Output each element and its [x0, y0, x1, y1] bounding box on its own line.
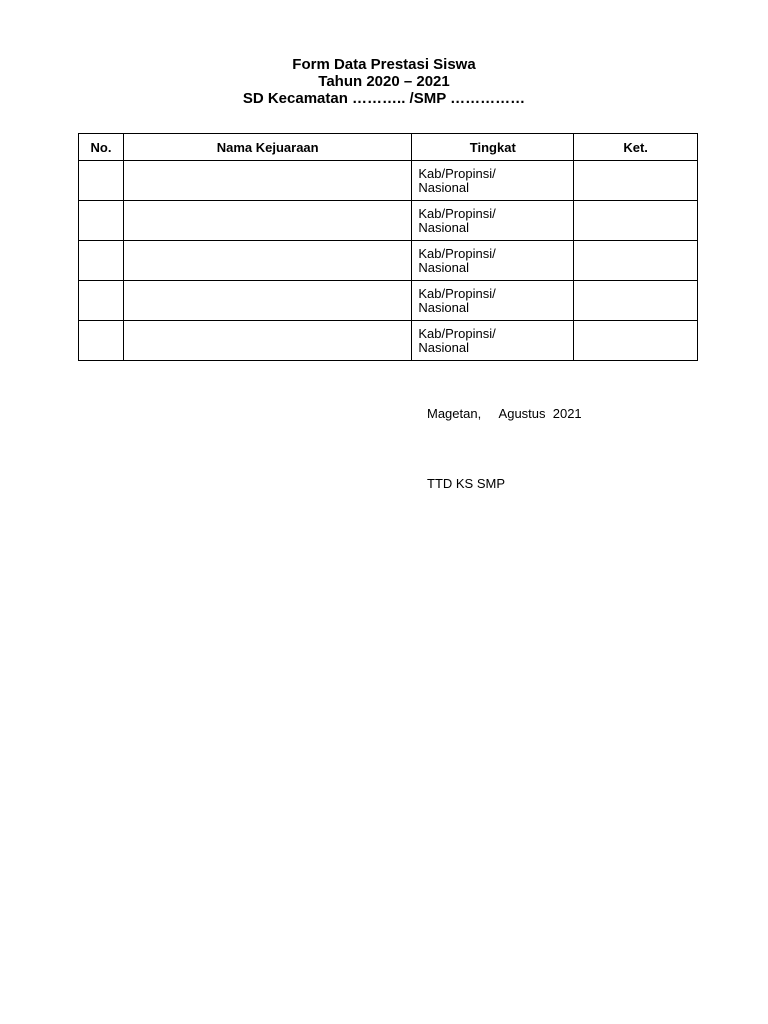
- tingkat-line-1: Kab/Propinsi/: [418, 206, 496, 221]
- tingkat-line-2: Nasional: [418, 260, 469, 275]
- form-title-block: [0, 56, 768, 107]
- cell-tingkat: [412, 161, 574, 201]
- cell-no: [79, 321, 124, 361]
- tingkat-line-1: Kab/Propinsi/: [418, 166, 496, 181]
- achievement-table: [78, 133, 698, 361]
- form-school: SD Kecamatan ……….. /SMP ……………: [242, 90, 526, 107]
- cell-ket: [574, 161, 698, 201]
- cell-nama: [123, 201, 411, 241]
- cell-no: [79, 201, 124, 241]
- cell-tingkat: [412, 241, 574, 281]
- cell-nama: [123, 161, 411, 201]
- cell-ket: [574, 281, 698, 321]
- tingkat-text: [412, 321, 573, 355]
- table-row: [79, 201, 698, 241]
- form-title: Form Data Prestasi Siswa: [292, 56, 476, 73]
- table-row: [79, 241, 698, 281]
- tingkat-line-1: Kab/Propinsi/: [418, 326, 496, 341]
- table-row: [79, 281, 698, 321]
- tingkat-text: [412, 241, 573, 275]
- header-no: No.: [79, 134, 124, 161]
- form-year: Tahun 2020 – 2021: [318, 73, 450, 90]
- tingkat-text: [412, 281, 573, 315]
- table-row: [79, 321, 698, 361]
- cell-tingkat: [412, 281, 574, 321]
- cell-no: [79, 241, 124, 281]
- cell-no: [79, 161, 124, 201]
- tingkat-line-2: Nasional: [418, 180, 469, 195]
- place-date-text: Magetan, Agustus 2021: [427, 406, 582, 421]
- cell-no: [79, 281, 124, 321]
- tingkat-line-2: Nasional: [418, 300, 469, 315]
- table-row: [79, 161, 698, 201]
- header-tingkat: Tingkat: [412, 134, 574, 161]
- cell-nama: [123, 281, 411, 321]
- header-ket: Ket.: [574, 134, 698, 161]
- tingkat-line-2: Nasional: [418, 340, 469, 355]
- cell-ket: [574, 321, 698, 361]
- tingkat-line-1: Kab/Propinsi/: [418, 246, 496, 261]
- cell-ket: [574, 201, 698, 241]
- header-nama-kejuaraan: Nama Kejuaraan: [123, 134, 411, 161]
- cell-tingkat: [412, 201, 574, 241]
- tingkat-line-2: Nasional: [418, 220, 469, 235]
- tingkat-text: [412, 201, 573, 235]
- cell-nama: [123, 321, 411, 361]
- cell-nama: [123, 241, 411, 281]
- tingkat-text: [412, 161, 573, 195]
- cell-ket: [574, 241, 698, 281]
- table-header-row: [79, 134, 698, 161]
- signature-label: TTD KS SMP: [427, 476, 506, 491]
- cell-tingkat: [412, 321, 574, 361]
- tingkat-line-1: Kab/Propinsi/: [418, 286, 496, 301]
